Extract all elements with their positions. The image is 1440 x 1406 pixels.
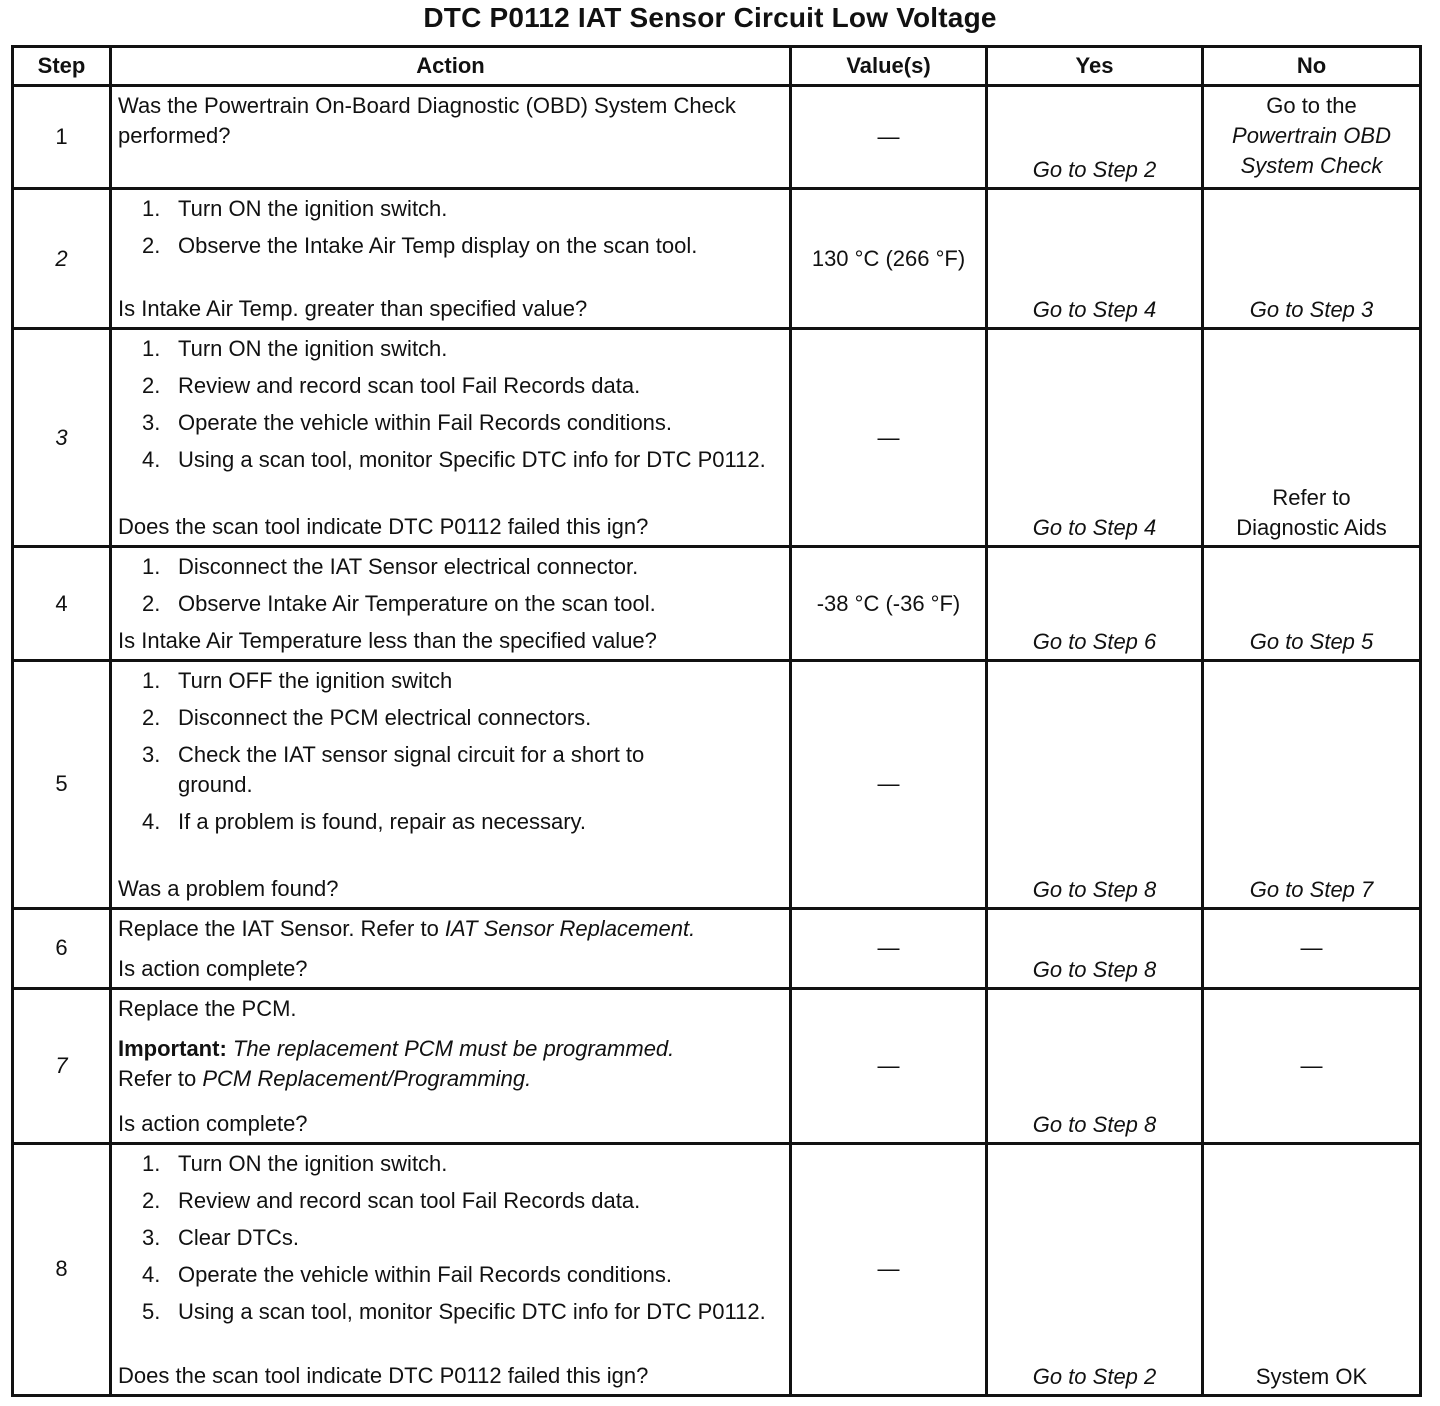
important-note: Important: The replacement PCM must be programmed. Refer to PCM Replacement/Programming. [118, 1035, 675, 1091]
yes-cell: Go to Step 8 [987, 661, 1203, 908]
list-item: 1. Turn ON the ignition switch. [142, 336, 448, 362]
list-item: 4. Using a scan tool, monitor Specific DTC info for DTC P0112. [142, 447, 766, 473]
yes-cell: Go to Step 4 [987, 189, 1203, 329]
step-number: 2 [13, 189, 111, 329]
list-item: 1. Disconnect the IAT Sensor electrical connector. [142, 554, 639, 580]
no-cell: — [1203, 908, 1421, 988]
no-cell: System OK [1203, 1143, 1421, 1395]
no-line: Diagnostic Aids [1236, 515, 1387, 541]
header-value: Value(s) [791, 47, 987, 86]
no-cell: Go to Step 7 [1203, 661, 1421, 908]
step-number: 6 [13, 908, 111, 988]
value-cell: — [791, 908, 987, 988]
yes-cell: Go to Step 8 [987, 908, 1203, 988]
action-question: Is action complete? [118, 955, 308, 981]
value-cell: — [791, 1143, 987, 1395]
no-cell: Go to Step 5 [1203, 547, 1421, 661]
step-number: 5 [13, 661, 111, 908]
list-item: 5. Using a scan tool, monitor Specific DTC info for DTC P0112. [142, 1298, 766, 1324]
value-cell: — [791, 661, 987, 908]
header-step: Step [13, 47, 111, 86]
no-cell: Go to Step 3 [1203, 189, 1421, 329]
action-list [118, 334, 783, 482]
header-no: No [1203, 47, 1421, 86]
value-cell: — [791, 329, 987, 547]
list-item: 1. Turn OFF the ignition switch [142, 668, 453, 694]
no-cell [1203, 329, 1421, 547]
value-cell: 130 °C (266 °F) [791, 189, 987, 329]
list-item: 2. Observe Intake Air Temperature on the scan tool. [142, 591, 656, 617]
table-row [13, 908, 1421, 988]
header-yes: Yes [987, 47, 1203, 86]
value-cell: — [791, 988, 987, 1143]
no-line: Powertrain OBD [1232, 123, 1391, 149]
step-number: 7 [13, 988, 111, 1143]
action-question: Is Intake Air Temp. greater than specified value? [118, 296, 588, 322]
action-question: Was a problem found? [118, 875, 339, 901]
no-line: Go to the [1266, 93, 1357, 119]
no-line: Refer to [1272, 485, 1351, 511]
action-cell [111, 908, 791, 988]
list-item: 1. Turn ON the ignition switch. [142, 196, 448, 222]
table-row [13, 1143, 1421, 1395]
list-item: 2. Review and record scan tool Fail Records data. [142, 373, 641, 399]
list-item: 4. Operate the vehicle within Fail Records conditions. [142, 1261, 673, 1287]
action-cell [111, 86, 791, 189]
yes-cell: Go to Step 2 [987, 1143, 1203, 1395]
action-list [118, 552, 783, 626]
action-question: Is action complete? [118, 1110, 308, 1136]
table-row [13, 189, 1421, 329]
table-row [13, 86, 1421, 189]
list-item: 1. Turn ON the ignition switch. [142, 1150, 448, 1176]
action-cell [111, 988, 791, 1143]
list-item: 3. Clear DTCs. [142, 1224, 300, 1250]
action-text: Replace the PCM. [118, 995, 297, 1021]
list-item: 2. Disconnect the PCM electrical connectors. [142, 705, 592, 731]
no-cell: — [1203, 988, 1421, 1143]
action-cell [111, 1143, 791, 1395]
header-action: Action [111, 47, 791, 86]
no-line: System Check [1240, 153, 1383, 179]
table-row [13, 661, 1421, 908]
action-question: Does the scan tool indicate DTC P0112 failed this ign? [118, 1363, 649, 1388]
yes-cell: Go to Step 8 [987, 988, 1203, 1143]
action-list [118, 194, 783, 268]
action-cell [111, 547, 791, 661]
no-cell [1203, 86, 1421, 189]
yes-cell: Go to Step 6 [987, 547, 1203, 661]
action-question: Was the Powertrain On-Board Diagnostic (OBD) System Check performed? [118, 93, 736, 149]
step-number: 8 [13, 1143, 111, 1395]
action-cell [111, 189, 791, 329]
step-number: 1 [13, 86, 111, 189]
action-cell [111, 661, 791, 908]
list-item: 2. Observe the Intake Air Temp display on the scan tool. [142, 233, 698, 259]
step-number: 3 [13, 329, 111, 547]
value-cell: — [791, 86, 987, 189]
action-list [118, 1149, 783, 1334]
action-text: Replace the IAT Sensor. Refer to IAT Sensor Replacement. [118, 915, 696, 941]
list-item: 2. Review and record scan tool Fail Records data. [142, 1187, 641, 1213]
action-question: Is Intake Air Temperature less than the specified value? [118, 628, 657, 654]
table-row [13, 547, 1421, 661]
value-cell: -38 °C (-36 °F) [791, 547, 987, 661]
action-cell [111, 329, 791, 547]
action-question: Does the scan tool indicate DTC P0112 failed this ign? [118, 514, 649, 540]
diagnostic-table [11, 45, 1422, 1397]
action-list [118, 666, 783, 844]
yes-cell: Go to Step 2 [987, 86, 1203, 189]
page-title: DTC P0112 IAT Sensor Circuit Low Voltage [423, 2, 997, 33]
list-item: 3. Operate the vehicle within Fail Records conditions. [142, 410, 673, 436]
table-header-row [13, 47, 1421, 86]
list-item: 4. If a problem is found, repair as necessary. [142, 809, 587, 835]
list-item: 3. Check the IAT sensor signal circuit for a short to ground. [142, 742, 645, 798]
table-row [13, 988, 1421, 1143]
table-row [13, 329, 1421, 547]
yes-cell: Go to Step 4 [987, 329, 1203, 547]
step-number: 4 [13, 547, 111, 661]
